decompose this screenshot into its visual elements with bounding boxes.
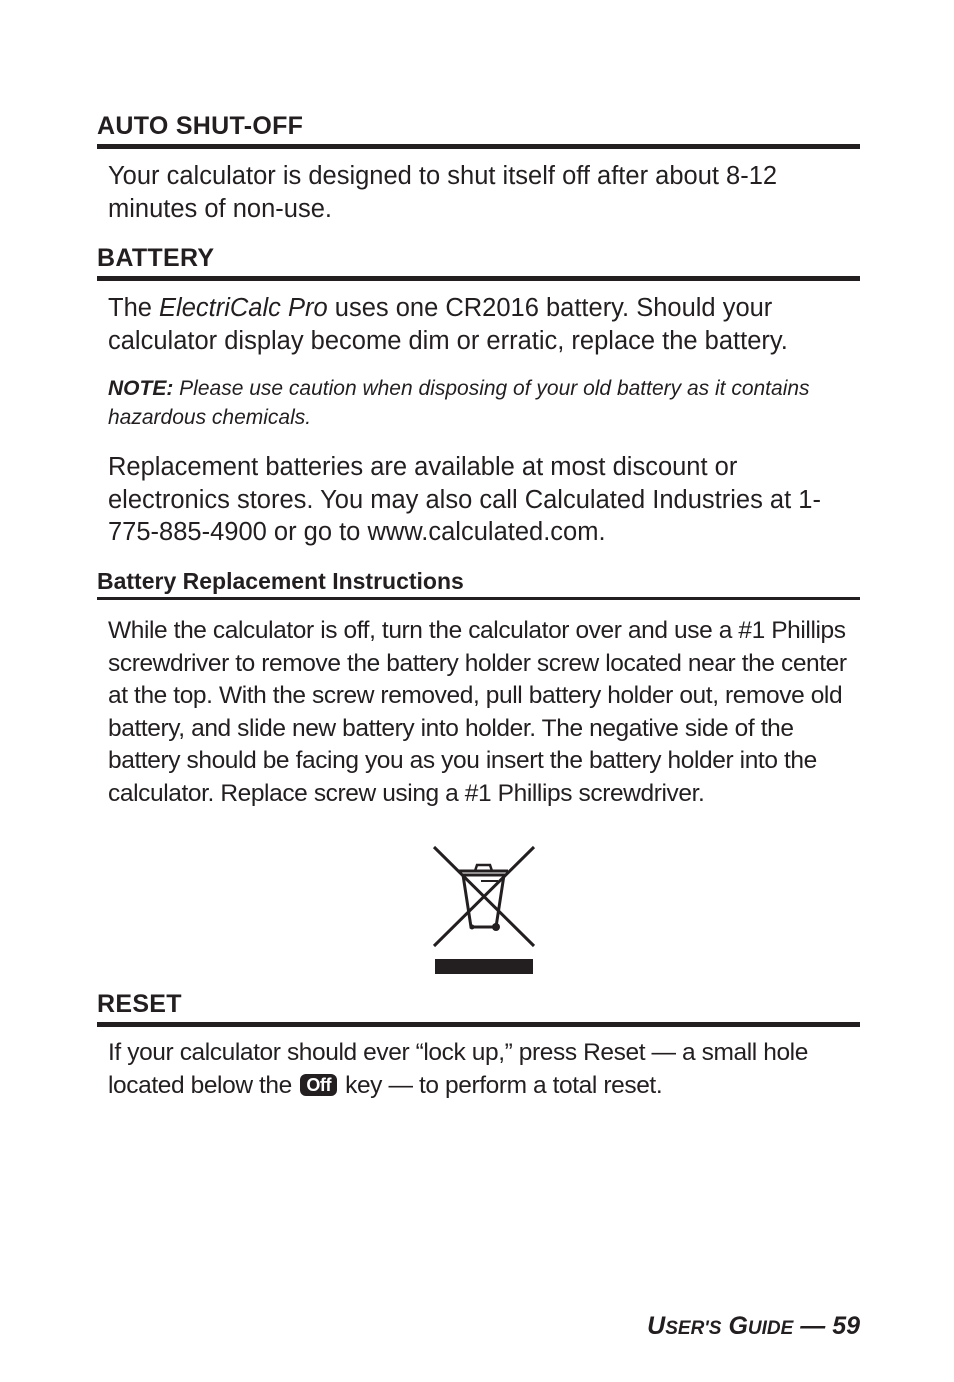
page-number: — 59 xyxy=(793,1312,860,1340)
battery-paragraph-1: The ElectriCalc Pro uses one CR2016 battery. Should your calculator display become dim or erratic, replace the battery. xyxy=(108,294,788,355)
battery-note: NOTE: Please use caution when disposing of your old battery as it contains hazardous chemicals. xyxy=(108,377,810,429)
battery-heading: BATTERY xyxy=(97,244,860,281)
replacement-instructions: While the calculator is off, turn the calculator over and use a #1 Phillips screwdriver to remove the battery holder screw located near the center at the top. With the screw removed, pull battery holder out, remove old battery, and slide new battery into holder. The negative side of the battery should be facing you as you insert the battery holder into the calculator. Replace screw using a #1 Phillips screwdriver. xyxy=(108,617,847,807)
note-label: NOTE: xyxy=(108,377,174,400)
battery-paragraph-2: Replacement batteries are available at most discount or electronics stores. You may also call Calculated Industries at 1-775-885-4900 or go to www.calculated.com. xyxy=(108,453,821,546)
replacement-heading: Battery Replacement Instructions xyxy=(97,567,860,600)
auto-shutoff-text: Your calculator is designed to shut itself off after about 8-12 minutes of non-use. xyxy=(108,162,778,223)
page-footer: USER'S GUIDE — 59 xyxy=(647,1312,860,1340)
reset-heading: RESET xyxy=(97,990,860,1027)
product-name: ElectriCalc Pro xyxy=(159,294,328,322)
auto-shutoff-heading: AUTO SHUT-OFF xyxy=(97,112,860,149)
crossed-out-wheelie-bin-icon xyxy=(432,845,536,975)
reset-text: If your calculator should ever “lock up,” press Reset — a small hole located below the Off key — to perform a total reset. xyxy=(108,1039,808,1099)
off-key-icon: Off xyxy=(300,1074,337,1096)
